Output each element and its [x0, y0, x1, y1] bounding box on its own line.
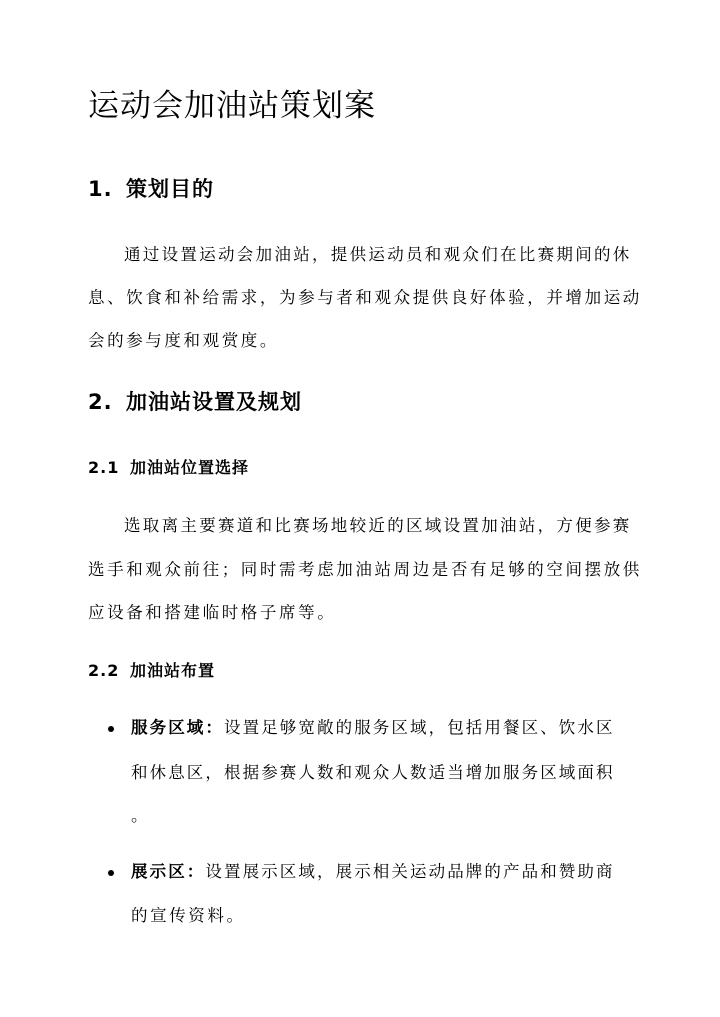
bullet-line: 和休息区，根据参赛人数和观众人数适当增加服务区域面积	[131, 763, 615, 782]
subsection-heading	[88, 659, 215, 683]
bullet-text: 设置展示区域，展示相关运动品牌的产品和赞助商	[205, 862, 615, 881]
paragraph-line: 应设备和搭建临时格子席等。	[88, 603, 337, 622]
section-title: 策划目的	[126, 177, 214, 201]
paragraph-line: 选取离主要赛道和比赛场地较近的区域设置加油站，方便参赛	[124, 516, 632, 535]
subsection-title: 加油站位置选择	[130, 458, 250, 477]
subsection-number: 2.1	[88, 458, 120, 477]
bullet-line	[131, 860, 615, 884]
paragraph-line: 息、饮食和补给需求，为参与者和观众提供良好体验，并增加运动	[88, 288, 642, 307]
bullet-marker	[108, 726, 114, 732]
bullet-line: 。	[131, 806, 151, 825]
subsection-heading	[88, 456, 249, 480]
paragraph-line: 通过设置运动会加油站，提供运动员和观众们在比赛期间的休	[124, 245, 632, 264]
bullet-line	[131, 716, 615, 740]
section-number: 1.	[88, 177, 113, 201]
bullet-marker	[108, 870, 114, 876]
section-title: 加油站设置及规划	[126, 390, 302, 414]
section-number: 2.	[88, 390, 113, 414]
paragraph-line: 会的参与度和观赏度。	[88, 331, 279, 350]
section-heading	[88, 387, 302, 417]
paragraph-line: 选手和观众前往；同时需考虑加油站周边是否有足够的空间摆放供	[88, 560, 642, 579]
document-title: 运动会加油站策划案	[88, 88, 376, 124]
section-heading	[88, 174, 214, 204]
bullet-label: 展示区：	[131, 862, 206, 881]
subsection-number: 2.2	[88, 661, 120, 680]
subsection-title: 加油站布置	[130, 661, 216, 680]
bullet-label: 服务区域：	[131, 718, 224, 737]
bullet-line: 的宣传资料。	[131, 906, 246, 925]
bullet-text: 设置足够宽敞的服务区域，包括用餐区、饮水区	[224, 718, 615, 737]
